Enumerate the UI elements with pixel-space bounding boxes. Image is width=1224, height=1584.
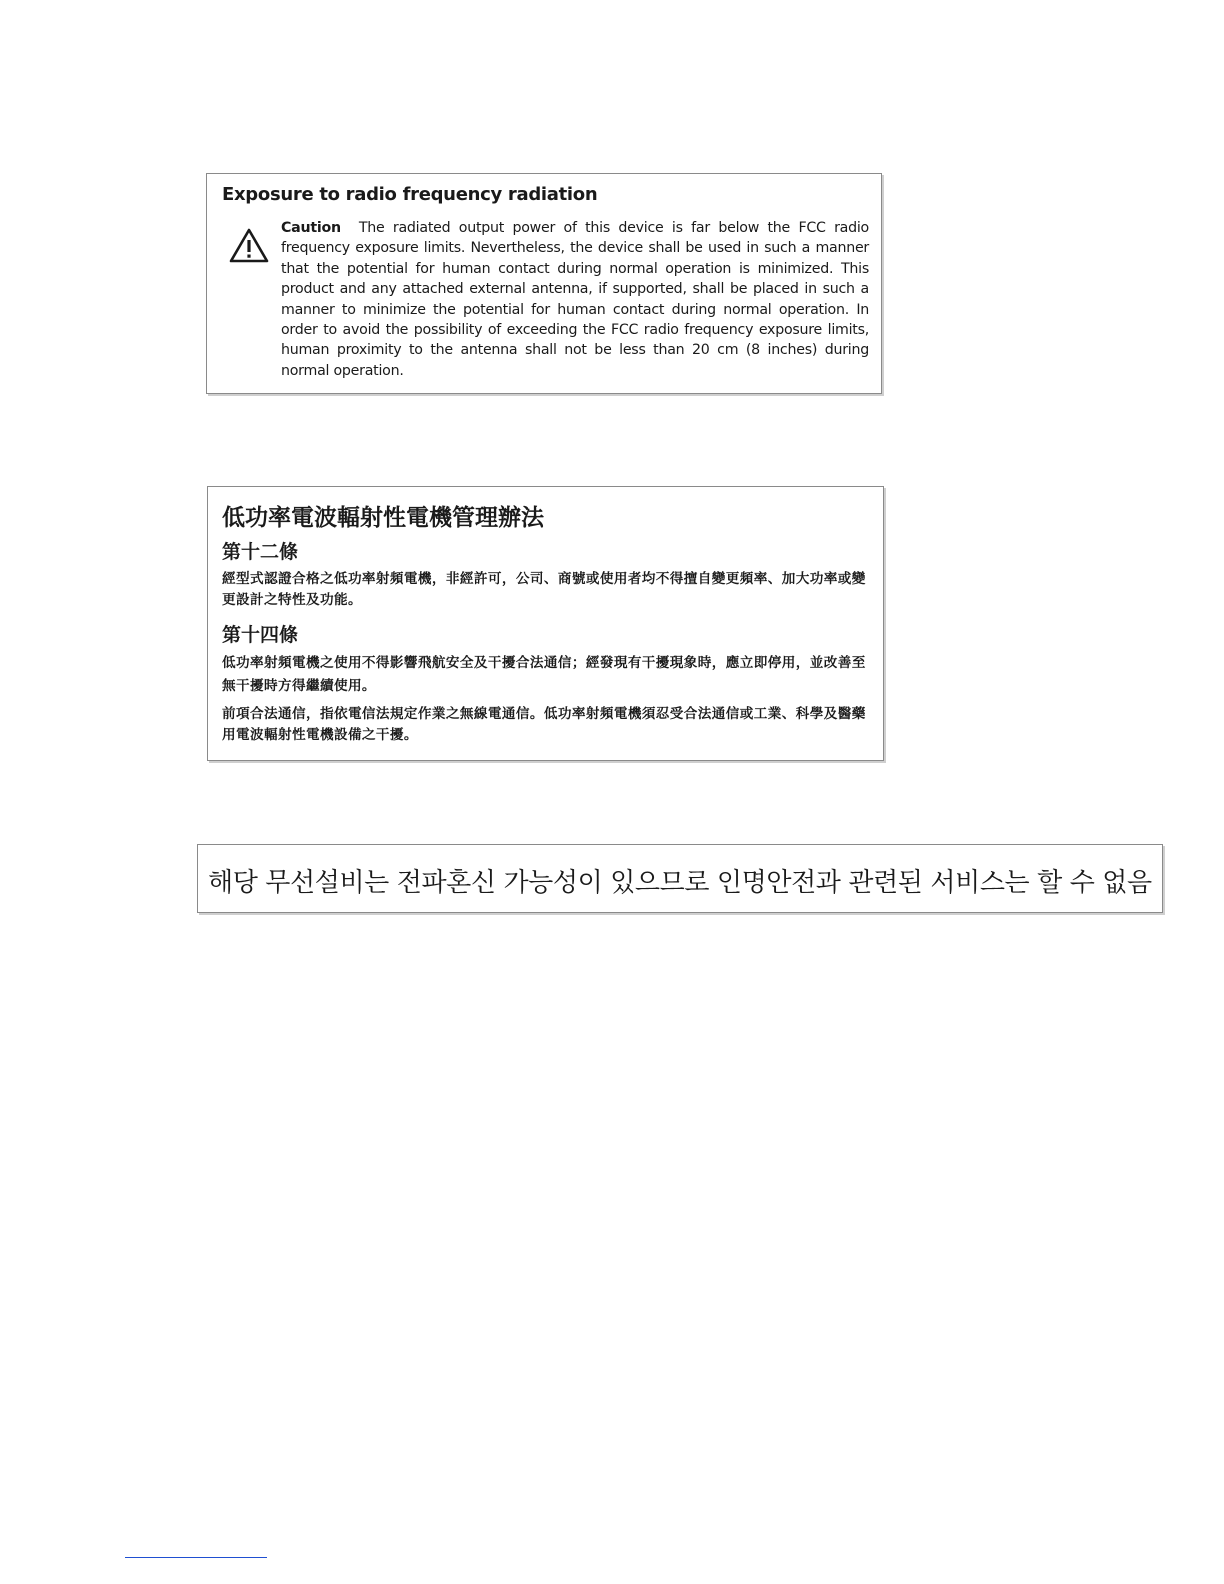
taiwan-regulation-notice xyxy=(207,486,884,761)
taiwan-notice-title: 低功率電波輻射性電機管理辦法 xyxy=(222,505,544,531)
footnote-separator-line xyxy=(125,1557,267,1558)
korea-notice xyxy=(197,844,1163,913)
article-14-text-1: 低功率射頻電機之使用不得影響飛航安全及干擾合法通信；經發現有干擾現象時，應立即停用，並改善至無干擾時方得繼續使用。 xyxy=(222,655,866,694)
article-14-heading: 第十四條 xyxy=(222,624,299,646)
rf-notice-title: Exposure to radio frequency radiation xyxy=(222,184,598,205)
rf-exposure-notice xyxy=(206,173,882,394)
warning-triangle-icon xyxy=(229,228,269,264)
rf-caution-paragraph xyxy=(281,218,869,381)
article-14-text-2: 前項合法通信，指依電信法規定作業之無線電通信。低功率射頻電機須忍受合法通信或工業、科學及醫藥用電波輻射性電機設備之干擾。 xyxy=(222,706,866,743)
article-12-text: 經型式認證合格之低功率射頻電機，非經許可，公司、商號或使用者均不得擅自變更頻率、加大功率或變更設計之特性及功能。 xyxy=(222,571,866,608)
article-12-heading: 第十二條 xyxy=(222,541,299,563)
caution-text: The radiated output power of this device is far below the FCC radio frequency exposure limits. Nevertheless, the device shall be used in such a manner that the potential for human contact during normal operation is minimized. This product and any attached external antenna, if supported, shall be placed in such a manner to minimize the potential for human contact during normal operation. In order to avoid the possibility of exceeding the FCC radio frequency exposure limits, human proximity to the antenna shall not be less than 20 cm (8 inches) during normal operation. xyxy=(281,220,869,379)
korea-notice-text: 해당 무선설비는 전파혼신 가능성이 있으므로 인명안전과 관련된 서비스는 할 수 없음 xyxy=(208,868,1152,898)
caution-label: Caution xyxy=(281,220,341,236)
